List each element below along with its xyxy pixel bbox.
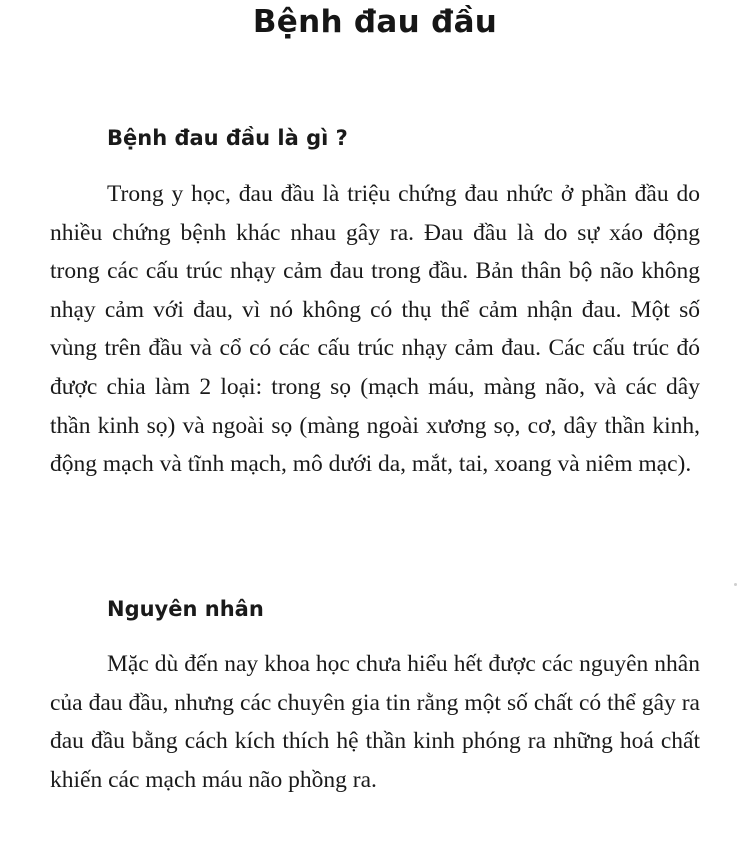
section-paragraph-causes: Mặc dù đến nay khoa học chưa hiểu hết được các nguyên nhân của đau đầu, nhưng các chuyên gia tin rằng một số chất có thể gây ra đau đầu bằng cách kích thích hệ thần kinh phóng ra những hoá chất khiến các mạch máu não phồng ra. [50,651,700,793]
section-heading-causes: Nguyên nhân [107,597,264,621]
section-heading-what-is: Bệnh đau đầu là gì ? [107,126,348,150]
section-paragraph-what-is: Trong y học, đau đầu là triệu chứng đau nhức ở phần đầu do nhiều chứng bệnh khác nhau gây ra. Đau đầu là do sự xáo động trong các cấu trúc nhạy cảm đau trong đầu. Bản thân bộ não không nhạy cảm với đau, vì nó không có thụ thể cảm nhận đau. Một số vùng trên đầu và cổ có các cấu trúc nhạy cảm đau. Các cấu trúc đó được chia làm 2 loại: trong sọ (mạch máu, màng não, và các dây thần kinh sọ) và ngoài sọ (màng ngoài xương sọ, cơ, dây thần kinh, động mạch và tĩnh mạch, mô dưới da, mắt, tai, xoang và niêm mạc). [50,181,700,478]
page-title: Bệnh đau đầu [252,4,498,40]
scan-speck [734,583,737,586]
